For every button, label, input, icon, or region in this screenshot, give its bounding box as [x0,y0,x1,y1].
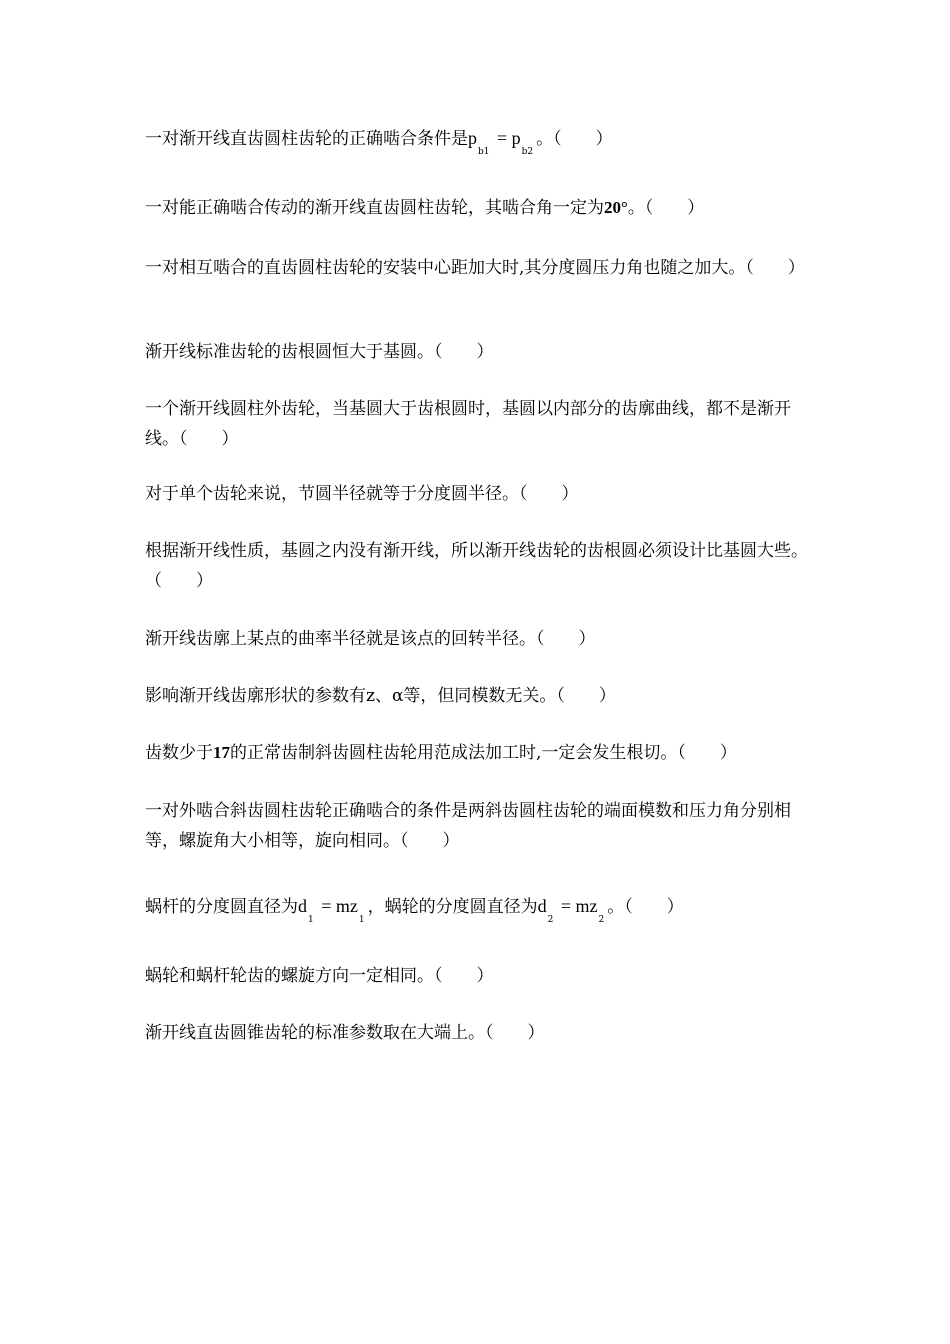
question-12 [145,891,810,925]
question-text: ，蜗轮的分度圆直径为 [367,897,538,917]
question-text: 渐开线标准齿轮的齿根圆恒大于基圆。（ ） [145,342,494,362]
formula-symbol: d [298,896,307,916]
bold-value: 17 [213,743,230,762]
answer-blank: 。（ ） [536,129,613,149]
answer-blank: 。（ ） [627,198,705,218]
question-text: 一个渐开线圆柱外齿轮，当基圆大于齿根圆时，基圆以内部分的齿廓曲线，都不是渐开线。（ ） [145,399,791,449]
question-text: 影响渐开线齿廓形状的参数有z、α等，但同模数无关。（ ） [145,686,616,706]
formula-equals: = mz [556,896,598,916]
question-text: 一对渐开线直齿圆柱齿轮的正确啮合条件是 [145,129,468,149]
formula-equals: = mz [316,896,358,916]
formula-symbol: d [537,896,547,916]
question-text: 一对外啮合斜齿圆柱齿轮正确啮合的条件是两斜齿圆柱齿轮的端面模数和压力角分别相等，螺旋角大小相等，旋向相同。（ ） [145,801,791,851]
question-5 [145,394,810,454]
question-text: 渐开线直齿圆锥齿轮的标准参数取在大端上。（ ） [145,1023,545,1043]
formula-equals: = [492,128,512,148]
question-text: 根据渐开线性质，基圆之内没有渐开线，所以渐开线齿轮的齿根圆必须设计比基圆大些。（ ） [145,541,808,591]
bold-value: 20° [604,198,628,217]
formula-subscript: b2 [521,147,534,157]
formula-subscript: 2 [547,915,554,925]
formula-subscript: 1 [358,915,365,925]
question-6 [145,479,810,509]
answer-blank: 。（ ） [607,897,684,917]
question-text: 对于单个齿轮来说，节圆半径就等于分度圆半径。（ ） [145,484,579,504]
question-10 [145,738,810,768]
question-text: 蜗杆的分度圆直径为 [145,897,298,917]
question-9 [145,681,810,711]
question-4 [145,337,810,367]
formula-subscript: b1 [478,147,490,157]
question-text: 一对相互啮合的直齿圆柱齿轮的安装中心距加大时,其分度圆压力角也随之加大。（ ） [145,258,805,278]
question-7 [145,536,810,596]
question-text: 渐开线齿廓上某点的曲率半径就是该点的回转半径。（ ） [145,629,596,649]
question-3 [145,253,810,283]
question-text: 齿数少于 [145,743,213,763]
question-11 [145,796,810,856]
question-1 [145,123,810,157]
formula-subscript: 1 [308,915,314,925]
question-2 [145,193,810,223]
question-14 [145,1018,810,1048]
question-text: 蜗轮和蜗杆轮齿的螺旋方向一定相同。（ ） [145,966,494,986]
question-8 [145,624,810,654]
formula-symbol: p [468,128,477,148]
formula-subscript: 2 [598,915,605,925]
question-13 [145,961,810,991]
formula-symbol: p [511,128,521,148]
question-text: 一对能正确啮合传动的渐开线直齿圆柱齿轮，其啮合角一定为 [145,198,604,218]
question-text: 的正常齿制斜齿圆柱齿轮用范成法加工时,一定会发生根切。（ ） [230,743,737,763]
